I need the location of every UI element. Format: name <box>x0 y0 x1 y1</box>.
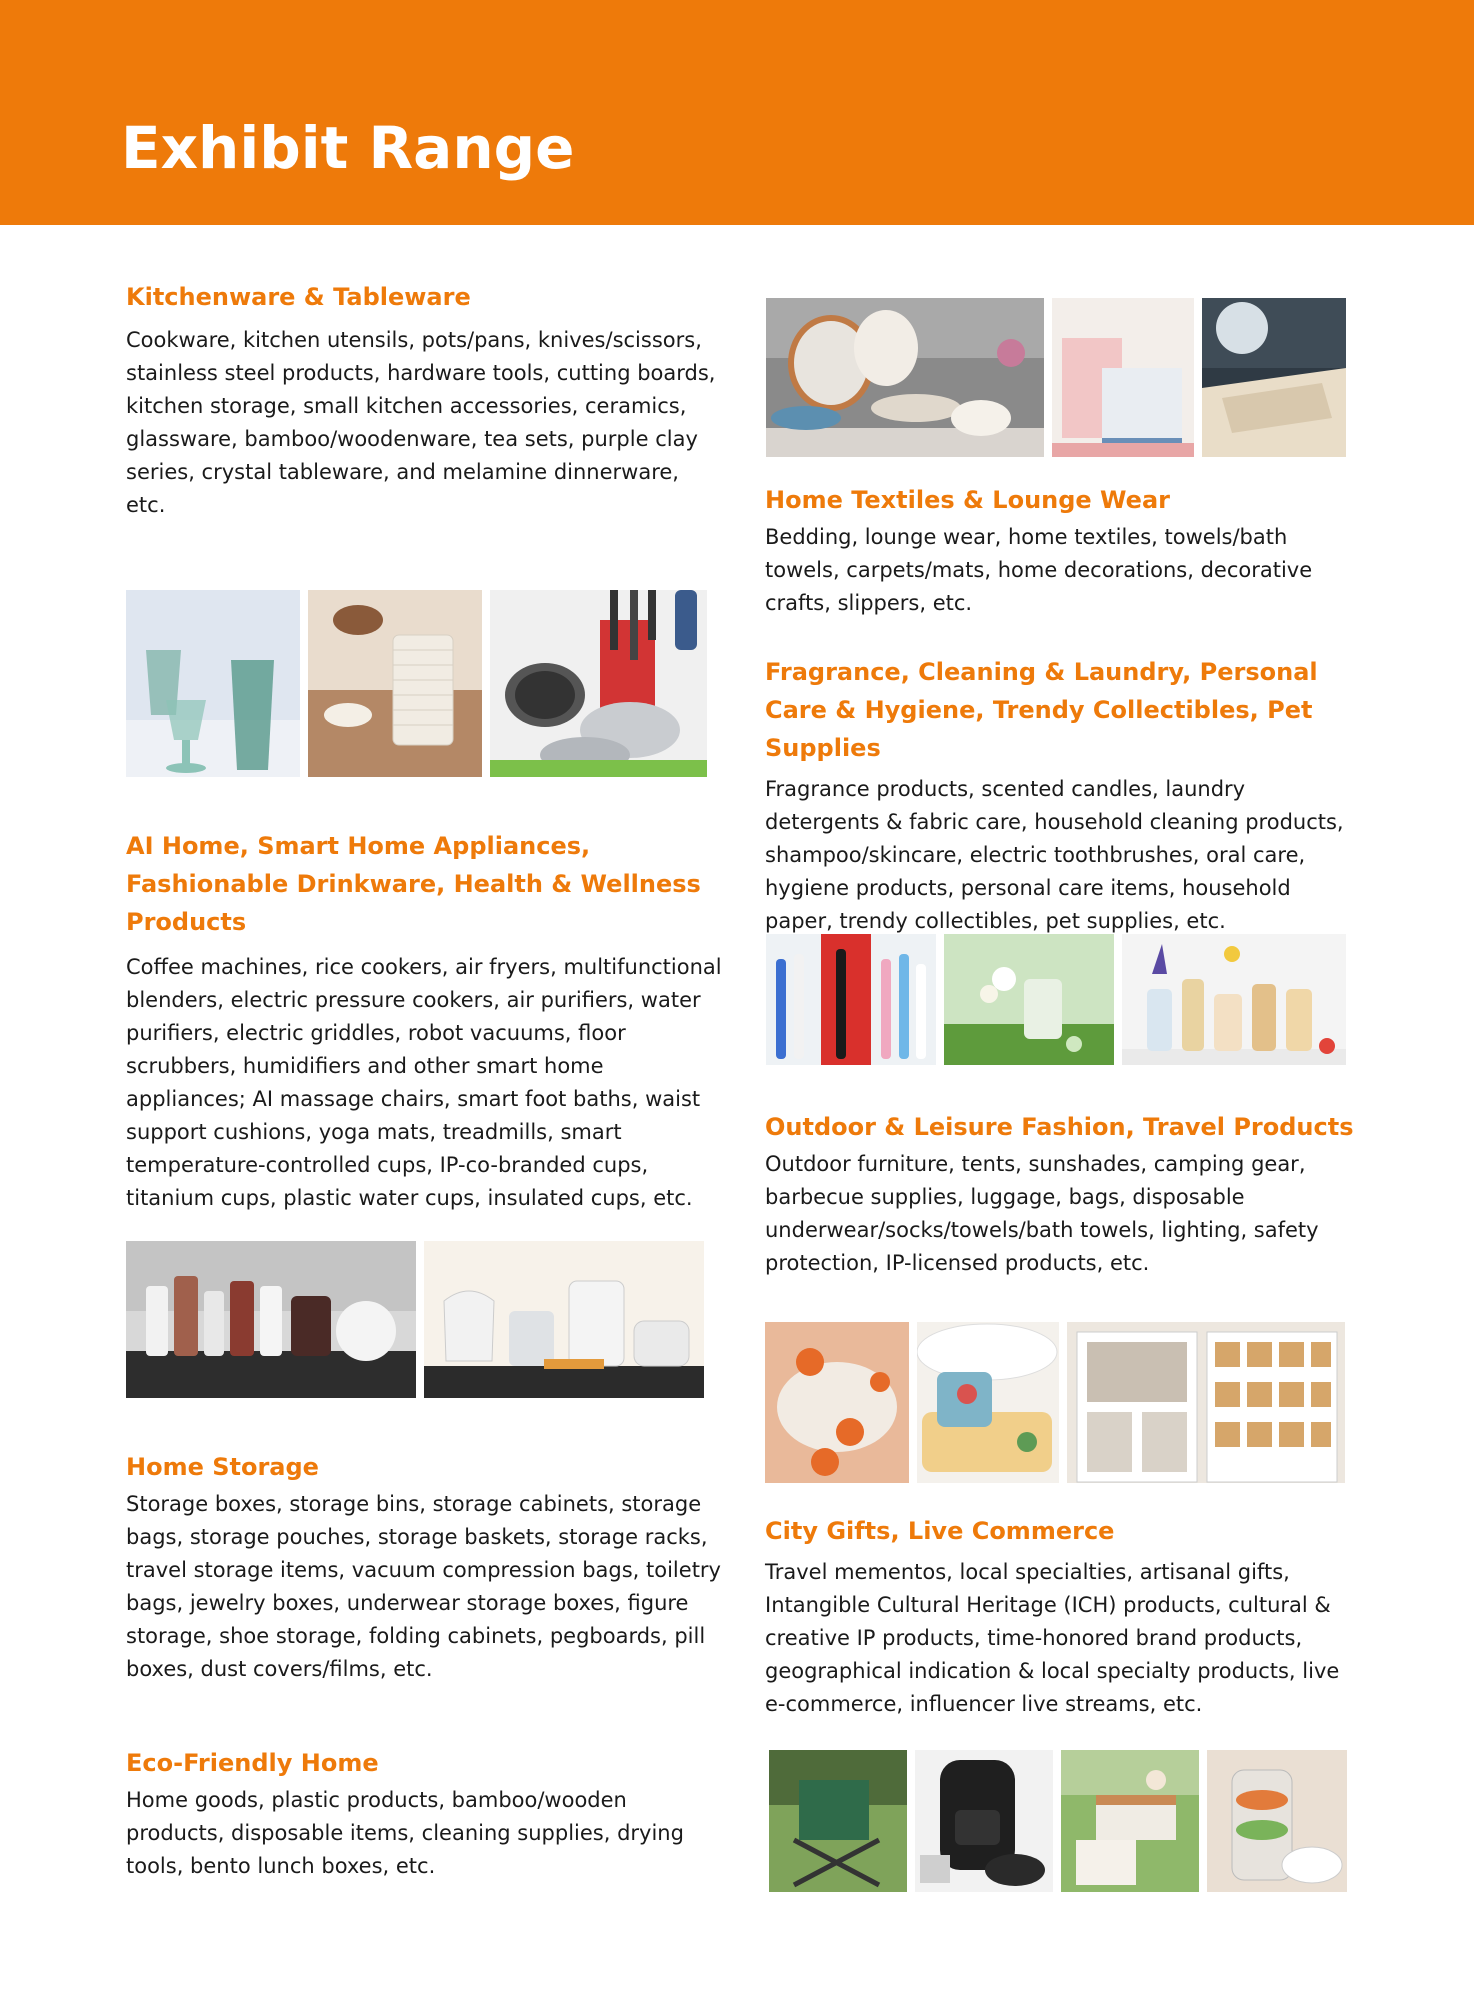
page-header <box>0 0 1474 225</box>
section-heading: Home Storage <box>126 1453 319 1481</box>
photo-row-appliances <box>126 1241 704 1398</box>
section-home-storage <box>126 1448 726 1686</box>
photo-row-tableware-textiles <box>766 298 1346 457</box>
towels-photo <box>1052 298 1194 457</box>
drinkware-bottles-photo <box>126 1241 416 1398</box>
glass-cups-photo <box>126 590 300 777</box>
ceramic-tableware-photo <box>766 298 1044 457</box>
sponge-organizer-photo <box>765 1322 909 1483</box>
section-body: Home goods, plastic products, bamboo/wooden products, disposable items, cleaning supplies, drying tools, bento lunch boxes, etc. <box>126 1788 684 1878</box>
electric-toothbrushes-photo <box>766 934 936 1065</box>
wardrobe-cabinet-photo <box>1067 1322 1345 1483</box>
tea-cups-photo <box>308 590 482 777</box>
section-body: Travel mementos, local specialties, artisanal gifts, Intangible Cultural Heritage (ICH) products, cultural & creative IP products, time-honored brand products, geographical indication & local specialty products, live e-commerce, influencer live streams, etc. <box>765 1560 1340 1716</box>
section-kitchenware <box>126 278 716 522</box>
section-body: Outdoor furniture, tents, sunshades, camping gear, barbecue supplies, luggage, bags, disposable underwear/socks/towels/bath towels, lighting, safety protection, IP-licensed products, etc. <box>765 1152 1319 1275</box>
toiletries-bottles-photo <box>1122 934 1346 1065</box>
section-heading: Fragrance, Cleaning & Laundry, Personal Care & Hygiene, Trendy Collectibles, Pet Supplies <box>765 658 1318 762</box>
photo-row-kitchen <box>126 590 707 777</box>
section-ai-home <box>126 827 726 1215</box>
cookware-photo <box>490 590 707 777</box>
section-heading: AI Home, Smart Home Appliances, Fashionable Drinkware, Health & Wellness Products <box>126 832 701 936</box>
photo-row-outdoor <box>769 1750 1347 1892</box>
section-city-gifts <box>765 1512 1365 1721</box>
section-body: Coffee machines, rice cookers, air fryers, multifunctional blenders, electric pressure cookers, air purifiers, water purifiers, electric griddles, robot vacuums, floor scrubbers, humidifiers and other smart home appliances; AI massage chairs, smart foot baths, waist support cushions, yoga mats, treadmills, smart temperature-controlled cups, IP-co-branded cups, titanium cups, plastic water cups, insulated cups, etc. <box>126 955 722 1210</box>
section-heading: Home Textiles & Lounge Wear <box>765 486 1170 514</box>
camping-chair-photo <box>769 1750 907 1892</box>
backpack-photo <box>915 1750 1053 1892</box>
fragrance-bottle-photo <box>944 934 1114 1065</box>
photo-row-personal-care <box>766 934 1346 1065</box>
section-fragrance-cleaning <box>765 653 1365 938</box>
section-heading: Eco-Friendly Home <box>126 1749 379 1777</box>
outdoor-table-photo <box>1061 1750 1199 1892</box>
section-heading: Outdoor & Leisure Fashion, Travel Products <box>765 1113 1354 1141</box>
section-heading: Kitchenware & Tableware <box>126 283 471 311</box>
bedding-photo <box>1202 298 1346 457</box>
section-home-textiles <box>765 481 1365 620</box>
section-heading: City Gifts, Live Commerce <box>765 1517 1115 1545</box>
bath-mat-photo <box>917 1322 1059 1483</box>
section-body: Storage boxes, storage bins, storage cabinets, storage bags, storage pouches, storage baskets, storage racks, travel storage items, vacuum compression bags, toiletry bags, jewelry boxes, underwear storage boxes, figure storage, shoe storage, folding cabinets, pegboards, pill boxes, dust covers/films, etc. <box>126 1492 721 1681</box>
page-title: Exhibit Range <box>121 114 575 182</box>
photo-row-storage <box>765 1322 1345 1483</box>
section-body: Fragrance products, scented candles, laundry detergents & fabric care, household cleaning products, shampoo/skincare, electric toothbrushes, oral care, hygiene products, personal care items, household paper, trendy collectibles, pet supplies, etc. <box>765 777 1344 933</box>
section-body: Cookware, kitchen utensils, pots/pans, knives/scissors, stainless steel products, hardware tools, cutting boards, kitchen storage, small kitchen accessories, ceramics, glassware, bamboo/woodenware, tea sets, purple clay series, crystal tableware, and melamine dinnerware, etc. <box>126 328 716 517</box>
section-eco-friendly <box>126 1744 726 1883</box>
lunch-box-photo <box>1207 1750 1347 1892</box>
section-body: Bedding, lounge wear, home textiles, towels/bath towels, carpets/mats, home decorations, decorative crafts, slippers, etc. <box>765 525 1313 615</box>
section-outdoor-leisure <box>765 1108 1365 1280</box>
kitchen-appliances-photo <box>424 1241 704 1398</box>
